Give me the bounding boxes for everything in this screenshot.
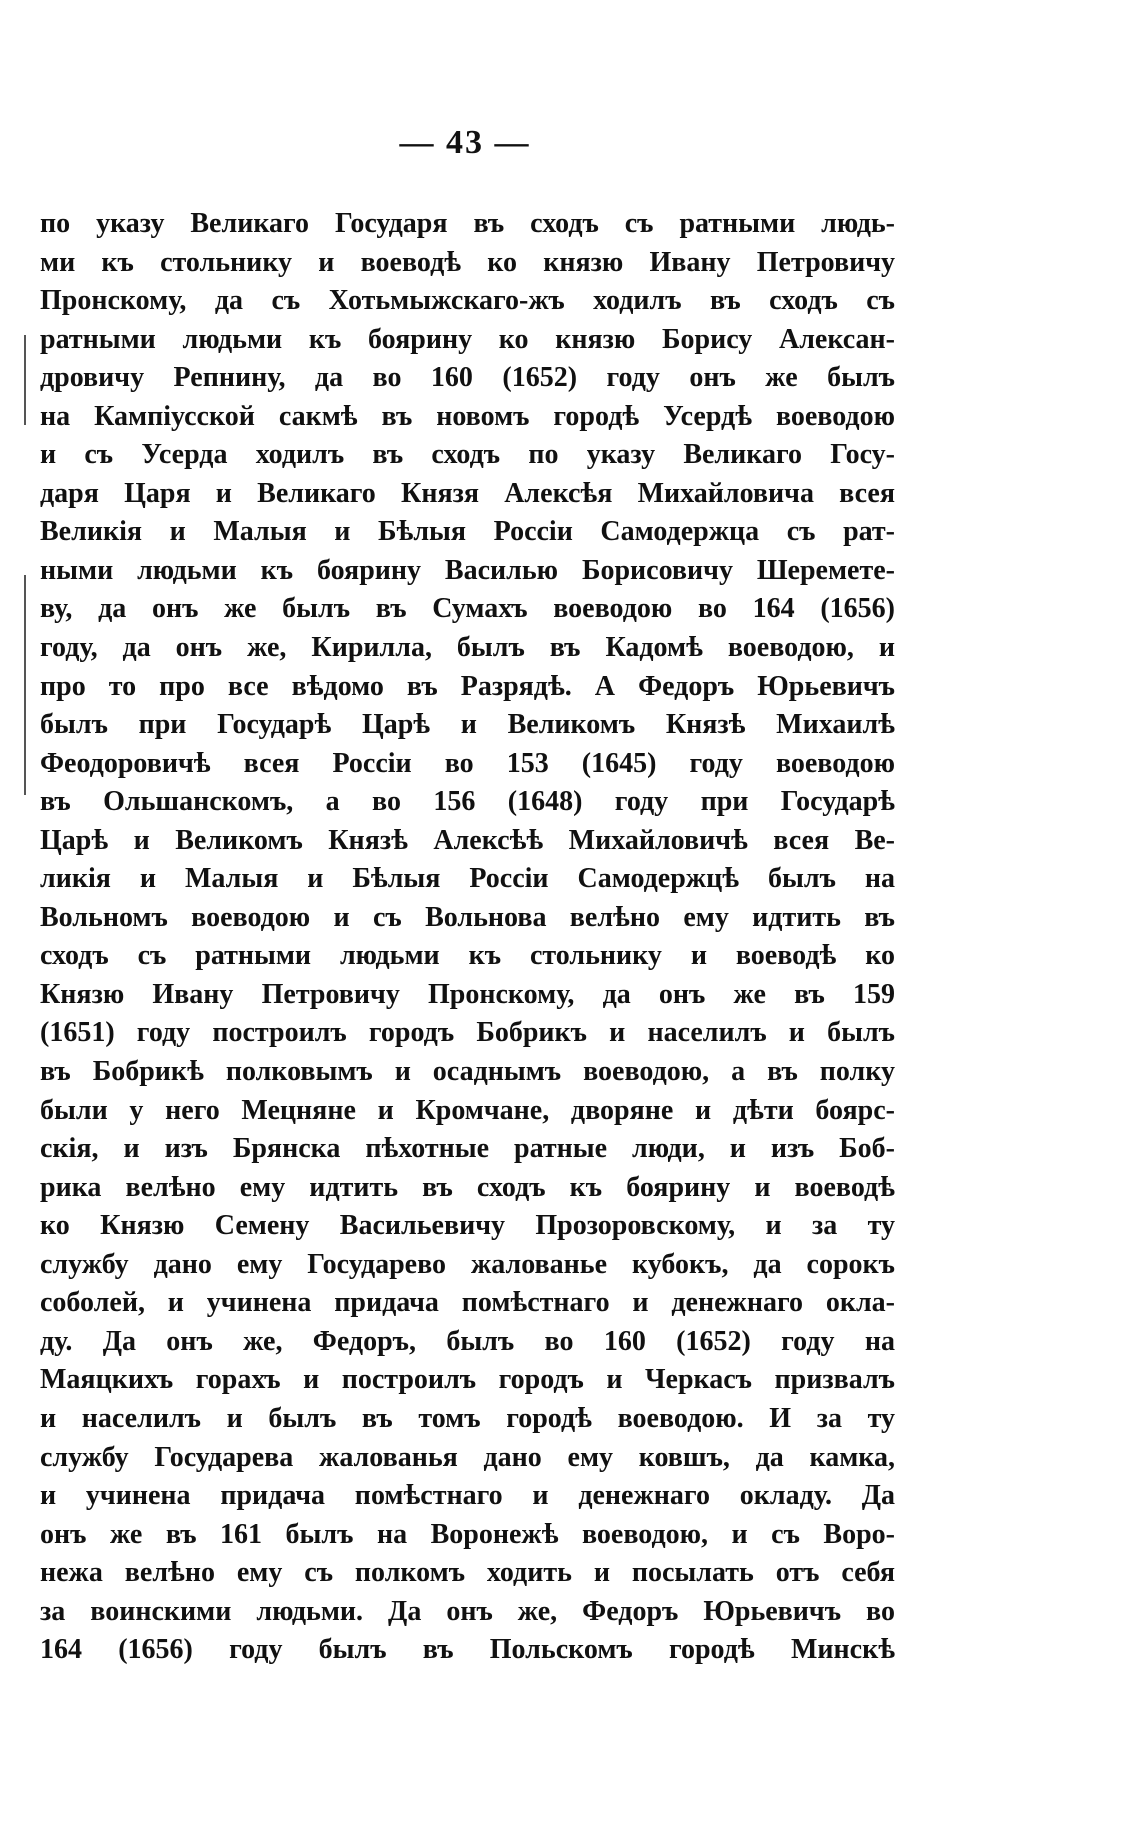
- text-line: Князю Ивану Петровичу Пронскому, да онъ же въ 159: [40, 978, 895, 1010]
- text-line: рика велѣно ему идтить въ сходъ къ боярину и воеводѣ: [40, 1171, 895, 1203]
- text-line: былъ при Государѣ Царѣ и Великомъ Князѣ Михаилѣ: [40, 709, 895, 741]
- text-line: соболей, и учинена придача помѣстнаго и денежнаго окла-: [40, 1287, 895, 1319]
- text-line: ратными людьми къ боярину ко князю Борису Алексан-: [40, 323, 895, 355]
- text-line: были у него Мецняне и Кромчане, дворяне и дѣти боярс-: [40, 1094, 895, 1126]
- text-line: 164 (1656) году былъ въ Польскомъ городѣ Минскѣ: [40, 1634, 895, 1666]
- text-line: и учинена придача помѣстнаго и денежнаго окладу. Да: [40, 1480, 895, 1512]
- text-line: дровичу Репнину, да во 160 (1652) году онъ же былъ: [40, 362, 895, 394]
- text-line: на Кампіусской сакмѣ въ новомъ городѣ Усердѣ воеводою: [40, 400, 895, 432]
- page-number: — 43 —: [399, 124, 531, 161]
- margin-mark: [24, 335, 26, 425]
- text-line: нежа велѣно ему съ полкомъ ходить и посылать отъ себя: [40, 1557, 895, 1589]
- text-line: службу дано ему Государево жалованье кубокъ, да сорокъ: [40, 1248, 895, 1280]
- text-line: Маяцкихъ горахъ и построилъ городъ и Черкасъ призвалъ: [40, 1364, 895, 1396]
- text-line: про то про все вѣдомо въ Разрядѣ. А Федоръ Юрьевичъ: [40, 670, 895, 702]
- text-line: даря Царя и Великаго Князя Алексѣя Михайловича всея: [40, 477, 895, 509]
- text-line: и съ Усерда ходилъ въ сходъ по указу Великаго Госу-: [40, 439, 895, 471]
- text-line: по указу Великаго Государя въ сходъ съ ратными людь-: [40, 208, 895, 239]
- text-line: (1651) году построилъ городъ Бобрикъ и населилъ и былъ: [40, 1017, 895, 1049]
- text-line: Вольномъ воеводою и съ Вольнова велѣно ему идтить въ: [40, 901, 895, 933]
- text-line: Великія и Малыя и Бѣлыя Россіи Самодержца съ рат-: [40, 516, 895, 548]
- text-line: Пронскому, да съ Хотьмыжскаго-жъ ходилъ въ сходъ съ: [40, 285, 895, 317]
- text-line: ми къ стольнику и воеводѣ ко князю Ивану Петровичу: [40, 246, 895, 278]
- text-line: Феодоровичѣ всея Россіи во 153 (1645) году воеводою: [40, 747, 895, 779]
- text-line: ными людьми къ боярину Василью Борисовичу Шереметe-: [40, 554, 895, 586]
- text-line: году, да онъ же, Кирилла, былъ въ Кадомѣ воеводою, и: [40, 632, 895, 664]
- text-line: за воинскими людьми. Да онъ же, Федоръ Юрьевичъ во: [40, 1595, 895, 1627]
- margin-mark: [24, 575, 26, 795]
- text-line: ву, да онъ же былъ въ Сумахъ воеводою во 164 (1656): [40, 593, 895, 625]
- text-line: ко Князю Семену Васильевичу Прозоровскому, и за ту: [40, 1210, 895, 1242]
- text-line: ликія и Малыя и Бѣлыя Россіи Самодержцѣ былъ на: [40, 863, 895, 895]
- text-line: въ Ольшанскомъ, а во 156 (1648) году при Государѣ: [40, 786, 895, 818]
- body-text: [40, 205, 895, 1670]
- text-line: сходъ съ ратными людьми къ стольнику и воеводѣ ко: [40, 940, 895, 972]
- text-line: и населилъ и былъ въ томъ городѣ воеводою. И за ту: [40, 1402, 895, 1434]
- text-line: онъ же въ 161 былъ на Воронежѣ воеводою, и съ Воро-: [40, 1518, 895, 1550]
- text-line: ду. Да онъ же, Федоръ, былъ во 160 (1652) году на: [40, 1325, 895, 1357]
- text-line: Царѣ и Великомъ Князѣ Алексѣѣ Михайловичѣ всея Ве-: [40, 824, 895, 856]
- text-line: скія, и изъ Брянска пѣхотные ратные люди, и изъ Боб-: [40, 1133, 895, 1165]
- text-line: въ Бобрикѣ полковымъ и осаднымъ воеводою, а въ полку: [40, 1056, 895, 1088]
- text-line: службу Государева жалованья дано ему ковшъ, да камка,: [40, 1441, 895, 1473]
